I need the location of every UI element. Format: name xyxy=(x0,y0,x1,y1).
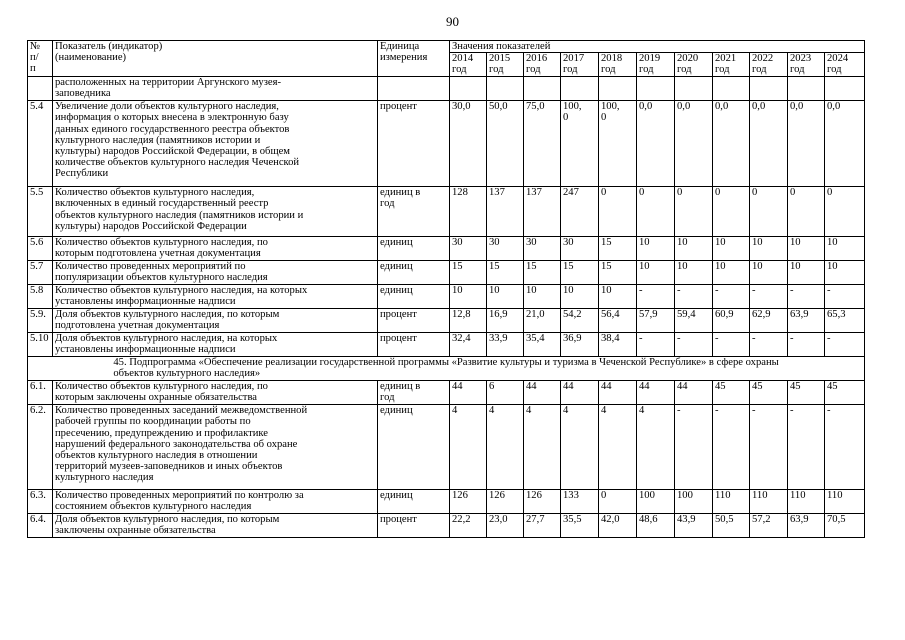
value-cell: 38,4 xyxy=(599,333,637,357)
indicator-name: Доля объектов культурного наследия, по которым подготовлена учетная документация xyxy=(53,309,378,333)
table-row xyxy=(28,381,865,405)
value-cell xyxy=(637,77,675,101)
row-number: 6.4. xyxy=(28,514,53,538)
value-cell: 16,9 xyxy=(487,309,524,333)
value-cell: 0 xyxy=(788,187,825,237)
value-cell: 126 xyxy=(487,490,524,514)
value-cell: - xyxy=(675,333,713,357)
indicator-name: Количество объектов культурного наследия, на которых установлены информационные надписи xyxy=(53,285,378,309)
header-values-group: Значения показателей xyxy=(450,41,865,53)
value-cell: 44 xyxy=(450,381,487,405)
header-year: 2021 год xyxy=(713,53,750,77)
value-cell: 133 xyxy=(561,490,599,514)
table-row xyxy=(28,187,865,237)
value-cell: - xyxy=(637,333,675,357)
value-cell: 10 xyxy=(675,261,713,285)
row-number: 5.7 xyxy=(28,261,53,285)
value-cell: 0 xyxy=(750,187,788,237)
table-row xyxy=(28,514,865,538)
indicator-name: расположенных на территории Аргунского музея- заповедника xyxy=(53,77,378,101)
value-cell: 0,0 xyxy=(637,101,675,187)
value-cell: 56,4 xyxy=(599,309,637,333)
table-row xyxy=(28,490,865,514)
value-cell: 44 xyxy=(524,381,561,405)
value-cell: 32,4 xyxy=(450,333,487,357)
value-cell: 45 xyxy=(825,381,865,405)
unit-cell: единиц xyxy=(378,490,450,514)
header-year: 2019 год xyxy=(637,53,675,77)
value-cell: 30 xyxy=(524,237,561,261)
value-cell: 0,0 xyxy=(750,101,788,187)
value-cell: 44 xyxy=(599,381,637,405)
header-year: 2020 год xyxy=(675,53,713,77)
value-cell: - xyxy=(675,405,713,490)
indicator-name: Количество проведенных мероприятий по популяризации объектов культурного наследия xyxy=(53,261,378,285)
unit-cell: единиц xyxy=(378,285,450,309)
value-cell: 110 xyxy=(750,490,788,514)
value-cell: 126 xyxy=(450,490,487,514)
value-cell: 4 xyxy=(637,405,675,490)
value-cell: 59,4 xyxy=(675,309,713,333)
unit-cell: процент xyxy=(378,514,450,538)
value-cell: 0,0 xyxy=(788,101,825,187)
row-number: 5.8 xyxy=(28,285,53,309)
value-cell: 10 xyxy=(487,285,524,309)
value-cell: 43,9 xyxy=(675,514,713,538)
value-cell: 100 xyxy=(675,490,713,514)
value-cell: 110 xyxy=(713,490,750,514)
value-cell: - xyxy=(713,333,750,357)
unit-cell: процент xyxy=(378,101,450,187)
value-cell: 10 xyxy=(788,261,825,285)
value-cell: 126 xyxy=(524,490,561,514)
value-cell xyxy=(450,77,487,101)
value-cell: 10 xyxy=(750,237,788,261)
value-cell: 10 xyxy=(825,237,865,261)
value-cell: 36,9 xyxy=(561,333,599,357)
header-year: 2023 год xyxy=(788,53,825,77)
value-cell: 15 xyxy=(599,237,637,261)
value-cell: 48,6 xyxy=(637,514,675,538)
value-cell xyxy=(561,77,599,101)
value-cell: 44 xyxy=(675,381,713,405)
value-cell: - xyxy=(750,333,788,357)
table-row xyxy=(28,405,865,490)
value-cell: 15 xyxy=(524,261,561,285)
table-row xyxy=(28,261,865,285)
value-cell: - xyxy=(788,405,825,490)
value-cell: 12,8 xyxy=(450,309,487,333)
value-cell: 137 xyxy=(487,187,524,237)
unit-cell: процент xyxy=(378,333,450,357)
value-cell xyxy=(599,77,637,101)
page-number: 90 xyxy=(446,14,459,29)
value-cell: 23,0 xyxy=(487,514,524,538)
value-cell: 63,9 xyxy=(788,309,825,333)
row-number xyxy=(28,77,53,101)
value-cell: - xyxy=(675,285,713,309)
unit-cell: единиц в год xyxy=(378,187,450,237)
value-cell: - xyxy=(825,285,865,309)
value-cell: 15 xyxy=(599,261,637,285)
value-cell: 10 xyxy=(637,237,675,261)
value-cell: 15 xyxy=(561,261,599,285)
value-cell: 10 xyxy=(750,261,788,285)
value-cell: 137 xyxy=(524,187,561,237)
indicator-name: Количество объектов культурного наследия, по которым подготовлена учетная документация xyxy=(53,237,378,261)
table-header xyxy=(28,41,865,77)
value-cell: - xyxy=(825,405,865,490)
value-cell: 57,2 xyxy=(750,514,788,538)
value-cell: 0 xyxy=(713,187,750,237)
indicator-name: Увеличение доли объектов культурного наследия, информация о которых внесена в электронную базу данных единого государственного реестра объектов культурного наследия (памятников истории и культуры) народов Российской Федерации, в общем количестве объектов культурного наследия Чеченской Республики xyxy=(53,101,378,187)
table-row xyxy=(28,309,865,333)
header-year: 2015 год xyxy=(487,53,524,77)
value-cell: 10 xyxy=(713,261,750,285)
indicator-name: Доля объектов культурного наследия, на которых установлены информационные надписи xyxy=(53,333,378,357)
value-cell: 0 xyxy=(599,490,637,514)
value-cell: 4 xyxy=(599,405,637,490)
indicator-name: Количество объектов культурного наследия, включенных в единый государственный реестр объектов культурного наследия (памятников истории и культуры) народов Российской Федерации xyxy=(53,187,378,237)
value-cell: 57,9 xyxy=(637,309,675,333)
value-cell: 4 xyxy=(561,405,599,490)
value-cell: 100, 0 xyxy=(561,101,599,187)
value-cell xyxy=(750,77,788,101)
value-cell: 4 xyxy=(524,405,561,490)
value-cell: 10 xyxy=(825,261,865,285)
unit-cell: единиц xyxy=(378,405,450,490)
value-cell: 0 xyxy=(637,187,675,237)
section-header xyxy=(28,357,865,381)
value-cell: 0,0 xyxy=(825,101,865,187)
indicators-table xyxy=(27,40,865,538)
unit-cell: процент xyxy=(378,309,450,333)
row-number: 5.4 xyxy=(28,101,53,187)
value-cell: 10 xyxy=(450,285,487,309)
header-indicator: Показатель (индикатор) (наименование) xyxy=(53,41,378,77)
table-body-part-1 xyxy=(28,77,865,357)
value-cell: - xyxy=(637,285,675,309)
value-cell: 62,9 xyxy=(750,309,788,333)
table-row xyxy=(28,101,865,187)
value-cell: 0 xyxy=(825,187,865,237)
unit-cell xyxy=(378,77,450,101)
value-cell: 33,9 xyxy=(487,333,524,357)
value-cell: 10 xyxy=(713,237,750,261)
table-row xyxy=(28,237,865,261)
indicator-name: Количество проведенных заседаний межведомственной рабочей группы по координации работы по пресечению, предупреждению и профилактике нарушений федерального законодательства об охране объектов культурного наследия в отношении территорий музеев-заповедников и иных объектов культурного наследия xyxy=(53,405,378,490)
row-number: 5.9. xyxy=(28,309,53,333)
value-cell: 30,0 xyxy=(450,101,487,187)
row-number: 5.6 xyxy=(28,237,53,261)
value-cell: 0,0 xyxy=(713,101,750,187)
value-cell xyxy=(788,77,825,101)
header-year: 2017 год xyxy=(561,53,599,77)
value-cell: - xyxy=(788,285,825,309)
value-cell: 54,2 xyxy=(561,309,599,333)
indicator-name: Количество объектов культурного наследия, по которым заключены охранные обязательства xyxy=(53,381,378,405)
value-cell: 0,0 xyxy=(675,101,713,187)
value-cell: - xyxy=(788,333,825,357)
value-cell: 44 xyxy=(637,381,675,405)
value-cell: 70,5 xyxy=(825,514,865,538)
value-cell: 15 xyxy=(487,261,524,285)
value-cell: - xyxy=(750,405,788,490)
indicator-name: Доля объектов культурного наследия, по которым заключены охранные обязательства xyxy=(53,514,378,538)
value-cell: 30 xyxy=(561,237,599,261)
unit-cell: единиц xyxy=(378,261,450,285)
value-cell: 10 xyxy=(524,285,561,309)
value-cell: 30 xyxy=(450,237,487,261)
value-cell: 4 xyxy=(487,405,524,490)
value-cell: 65,3 xyxy=(825,309,865,333)
row-number: 6.1. xyxy=(28,381,53,405)
header-year: 2016 год xyxy=(524,53,561,77)
value-cell: 128 xyxy=(450,187,487,237)
table-body-part-2 xyxy=(28,381,865,538)
value-cell: - xyxy=(713,405,750,490)
value-cell: 10 xyxy=(599,285,637,309)
value-cell xyxy=(524,77,561,101)
value-cell: 110 xyxy=(825,490,865,514)
value-cell: 42,0 xyxy=(599,514,637,538)
value-cell: 0 xyxy=(599,187,637,237)
header-year: 2018 год xyxy=(599,53,637,77)
value-cell: 100, 0 xyxy=(599,101,637,187)
section-title: 45. Подпрограмма «Обеспечение реализации государственной программы «Развитие культуры и туризма в Чеченской Республике» в сфере охраны объектов культурного наследия» xyxy=(28,357,865,381)
table-row xyxy=(28,285,865,309)
value-cell: 10 xyxy=(675,237,713,261)
table-row xyxy=(28,333,865,357)
value-cell: - xyxy=(713,285,750,309)
value-cell: 6 xyxy=(487,381,524,405)
value-cell: 45 xyxy=(788,381,825,405)
header-year: 2022 год xyxy=(750,53,788,77)
unit-cell: единиц в год xyxy=(378,381,450,405)
value-cell: 4 xyxy=(450,405,487,490)
value-cell: - xyxy=(750,285,788,309)
value-cell: 15 xyxy=(450,261,487,285)
value-cell: 45 xyxy=(713,381,750,405)
value-cell: 45 xyxy=(750,381,788,405)
value-cell: 110 xyxy=(788,490,825,514)
value-cell: 35,4 xyxy=(524,333,561,357)
value-cell xyxy=(825,77,865,101)
value-cell: 21,0 xyxy=(524,309,561,333)
value-cell: 10 xyxy=(637,261,675,285)
value-cell xyxy=(487,77,524,101)
row-number: 6.3. xyxy=(28,490,53,514)
value-cell: - xyxy=(825,333,865,357)
header-year: 2024 год xyxy=(825,53,865,77)
indicator-name: Количество проведенных мероприятий по контролю за состоянием объектов культурного наследия xyxy=(53,490,378,514)
value-cell: 44 xyxy=(561,381,599,405)
value-cell: 60,9 xyxy=(713,309,750,333)
value-cell: 10 xyxy=(788,237,825,261)
row-number: 6.2. xyxy=(28,405,53,490)
value-cell xyxy=(675,77,713,101)
header-unit: Единица измерения xyxy=(378,41,450,77)
table-row xyxy=(28,77,865,101)
value-cell: 50,0 xyxy=(487,101,524,187)
value-cell: 30 xyxy=(487,237,524,261)
value-cell: 50,5 xyxy=(713,514,750,538)
value-cell: 35,5 xyxy=(561,514,599,538)
value-cell: 63,9 xyxy=(788,514,825,538)
row-number: 5.5 xyxy=(28,187,53,237)
value-cell: 27,7 xyxy=(524,514,561,538)
value-cell: 22,2 xyxy=(450,514,487,538)
value-cell: 0 xyxy=(675,187,713,237)
value-cell: 247 xyxy=(561,187,599,237)
value-cell xyxy=(713,77,750,101)
row-number: 5.10 xyxy=(28,333,53,357)
value-cell: 10 xyxy=(561,285,599,309)
value-cell: 100 xyxy=(637,490,675,514)
value-cell: 75,0 xyxy=(524,101,561,187)
unit-cell: единиц xyxy=(378,237,450,261)
header-year: 2014 год xyxy=(450,53,487,77)
header-num: № п/ п xyxy=(28,41,53,77)
